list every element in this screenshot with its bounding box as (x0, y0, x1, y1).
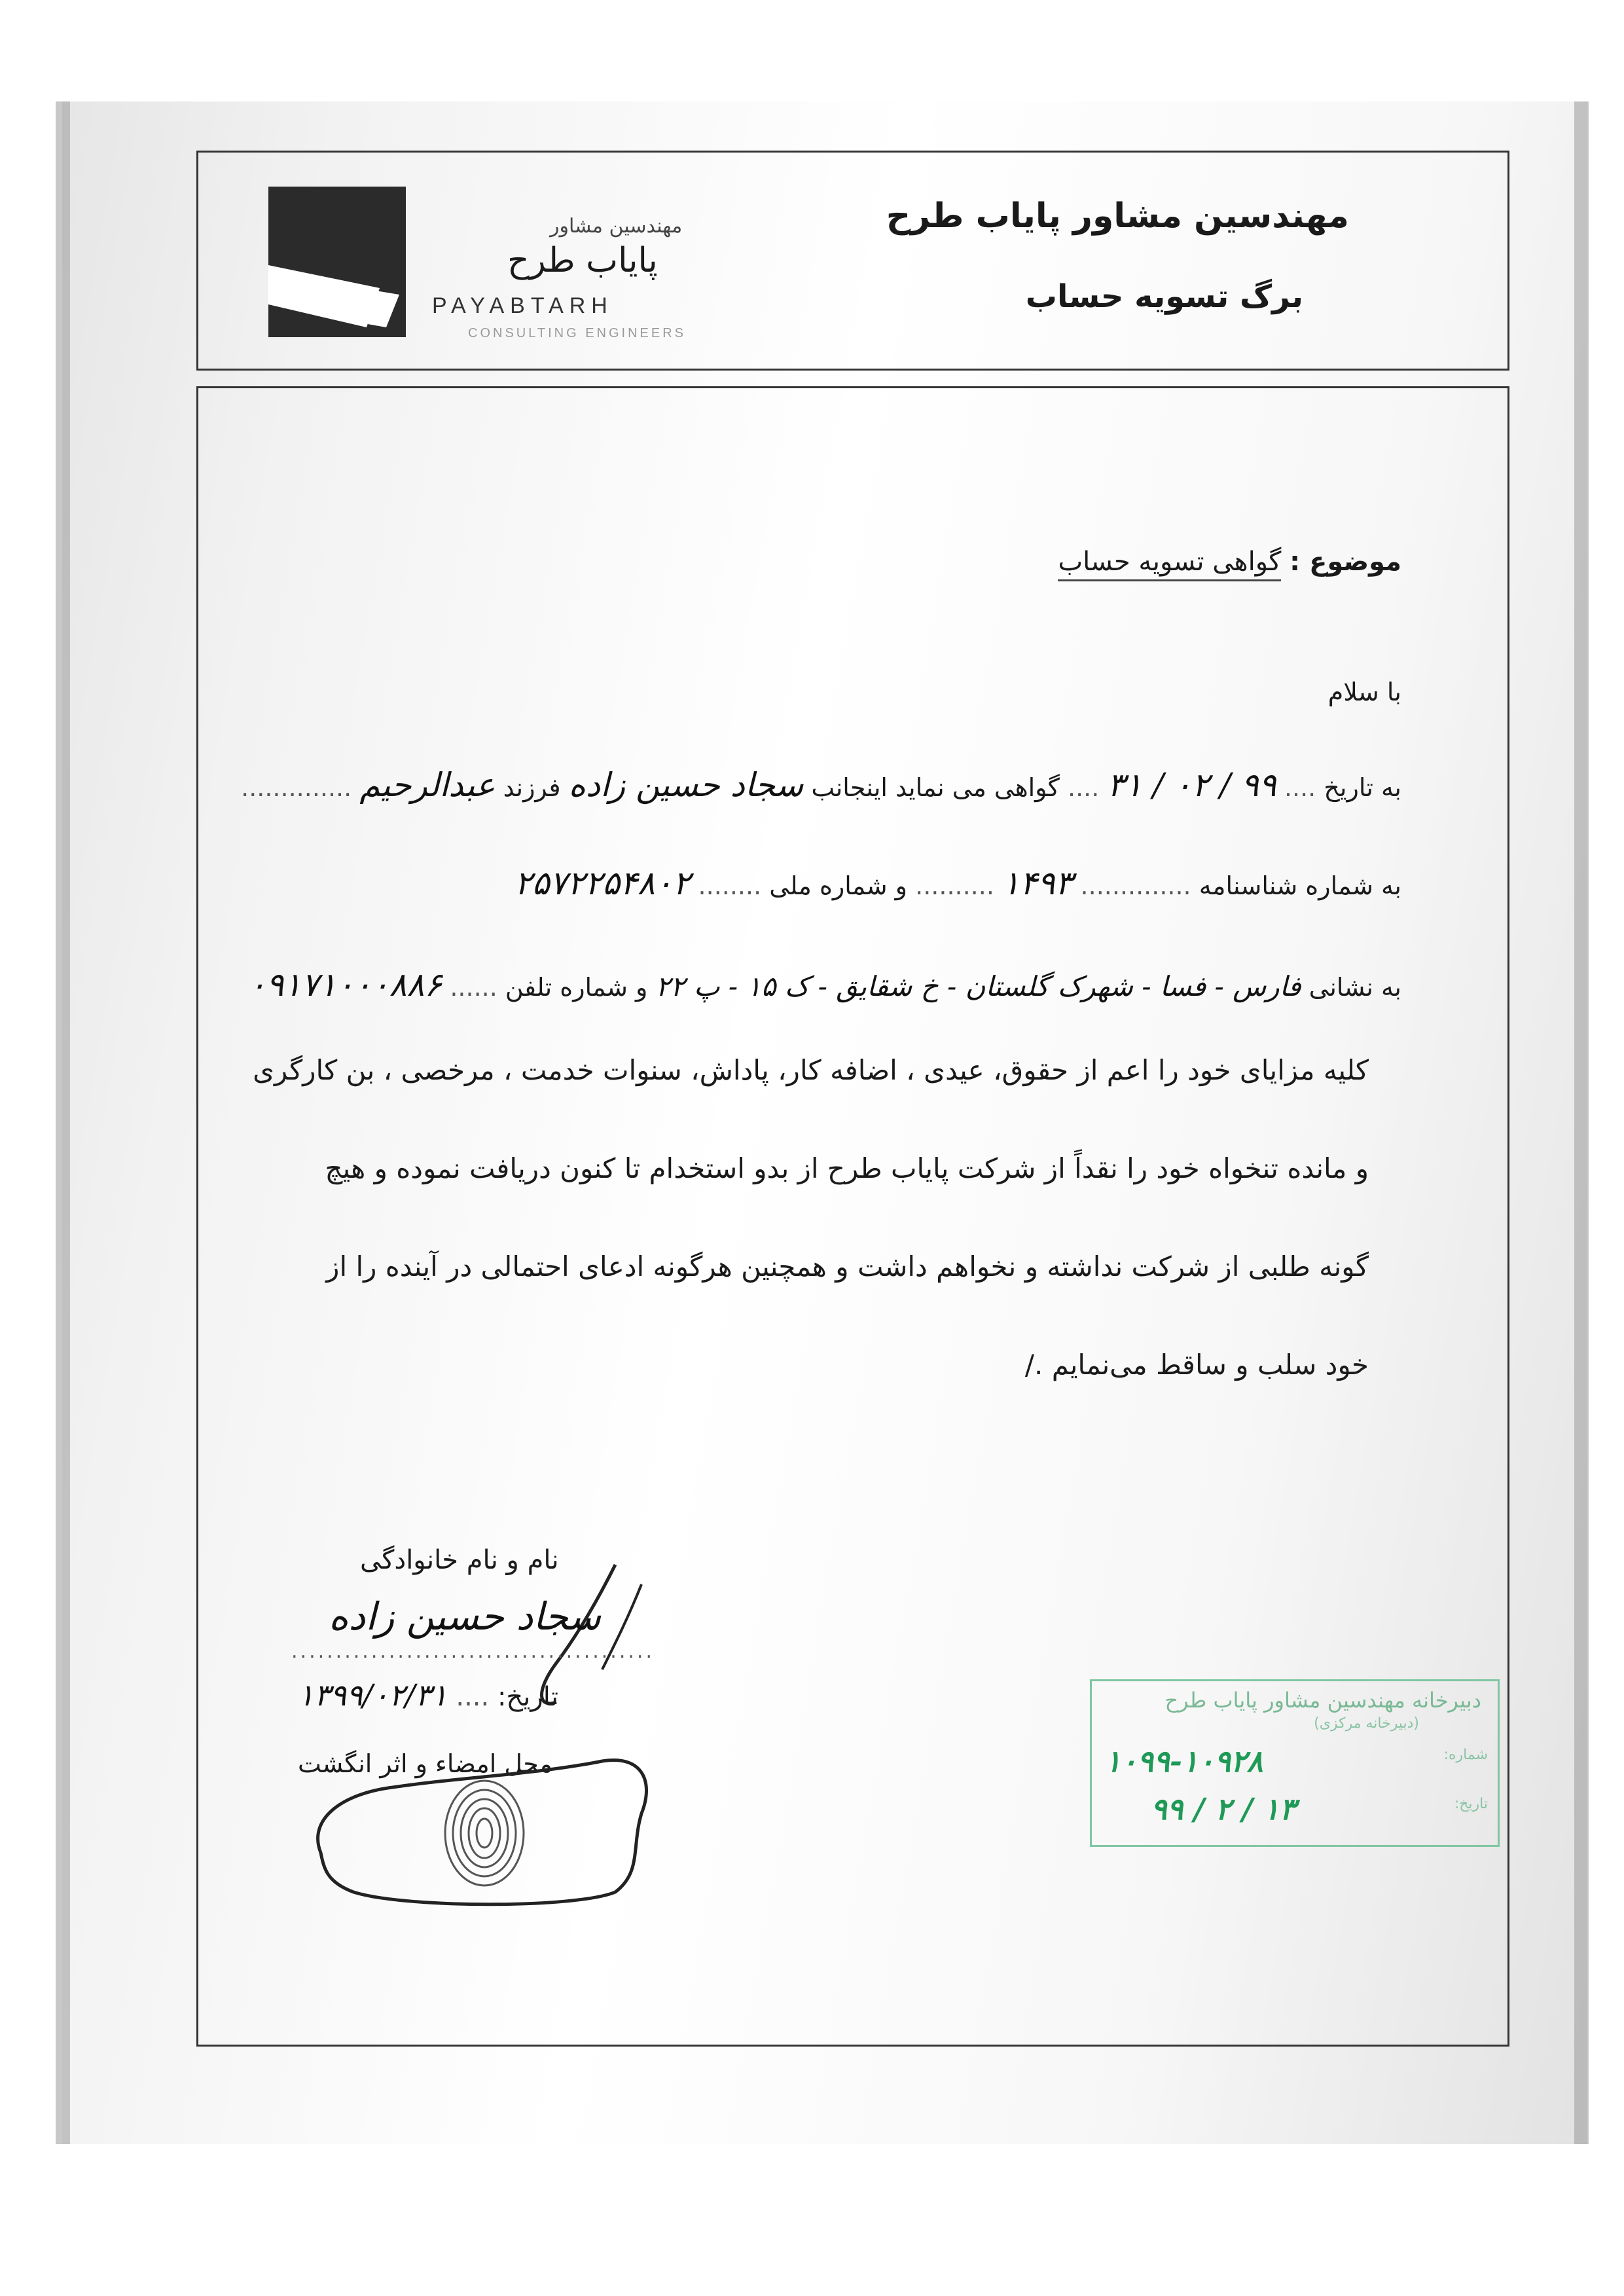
address-handwritten: فارس - فسا - شهرک گلستان - خ شقایق - ک ۱۵ - پ ۲۲ (655, 970, 1301, 1002)
logo-subtitle: CONSULTING ENGINEERS (468, 326, 686, 340)
stamp-title: دبیرخانه مهندسین مشاور پایاب طرح (1164, 1688, 1481, 1713)
scan-shadow-left (56, 101, 70, 2144)
paragraph-line-2: و مانده تنخواه خود را نقداً از شرکت پایاب طرح از بدو استخدام تا کنون دریافت نموده و هیچ (325, 1152, 1369, 1184)
paragraph-line-1: کلیه مزایای خود را اعم از حقوق، عیدی ، اضافه کار، پاداش، سنوات خدمت ، مرخصی ، بن کارگری (253, 1054, 1369, 1086)
stamp-date-label: تاریخ: (1454, 1796, 1488, 1812)
dotted-fill: .......... (915, 871, 994, 900)
greeting: با سلام (1327, 678, 1401, 706)
line-address-phone (249, 966, 1401, 1004)
stamp-date-handwritten: ۹۹ / ۲ / ۱۳ (1151, 1791, 1296, 1827)
person-name-handwritten: سجاد حسین زاده (568, 766, 804, 804)
certify-text: گواهی می نماید اینجانب (811, 773, 1060, 802)
fingerprint-area (301, 1741, 668, 1912)
line-id-numbers (514, 864, 1401, 902)
dotted-fill: ...... (450, 973, 497, 1002)
id-number-handwritten: ۱۴۹۳ (1002, 864, 1073, 902)
dotted-fill: .... (1284, 773, 1316, 802)
logo-latin-name: PAYABTARH (432, 293, 613, 318)
paragraph-line-3: گونه طلبی از شرکت نداشته و نخواهم داشت و همچنین هرگونه ادعای احتمالی در آینده را از (326, 1250, 1369, 1283)
signature-date-line (298, 1677, 558, 1713)
logo-persian-name: پایاب طرح (507, 241, 658, 280)
id-label: به شماره شناسنامه (1199, 871, 1401, 900)
company-name: مهندسین مشاور پایاب طرح (886, 196, 1349, 236)
signature-name-handwritten: سجاد حسین زاده (329, 1594, 601, 1639)
stamp-number-handwritten: ۱۰۹۹-۱۰۹۲۸ (1105, 1743, 1263, 1779)
form-title: برگ تسویه حساب (1025, 278, 1303, 315)
national-id-handwritten: ۲۵۷۲۲۵۴۸۰۲ (514, 864, 691, 902)
phone-label: و شماره تلفن (505, 973, 648, 1002)
father-name-handwritten: عبدالرحیم (359, 766, 496, 804)
subject-line (1058, 547, 1401, 577)
signature-date-handwritten: ۱۳۹۹/۰۲/۳۱ (298, 1677, 448, 1713)
signature-place-label: محل امضاء و اثر انگشت (298, 1749, 553, 1778)
signature-date-label: تاریخ: (497, 1682, 559, 1712)
dotted-fill: .............. (1080, 871, 1191, 900)
dotted-fill: .............. (241, 773, 352, 802)
subject-value: گواهی تسویه حساب (1058, 547, 1281, 581)
logo-persian-small: مهندسین مشاور (550, 215, 683, 238)
paragraph-line-4: خود سلب و ساقط می‌نمایم ./ (1024, 1349, 1369, 1381)
child-of-label: فرزند (503, 773, 561, 802)
signature-name-dots: ......................................... (291, 1640, 655, 1663)
company-logo-icon (268, 187, 406, 337)
phone-handwritten: ۰۹۱۷۱۰۰۰۸۸۶ (248, 966, 442, 1004)
signature-name-label: نام و نام خانوادگی (360, 1545, 559, 1575)
dotted-fill: .... (1067, 773, 1100, 802)
address-label: به نشانی (1308, 973, 1401, 1002)
scan-shadow-right (1574, 101, 1589, 2144)
dotted-fill: .... (456, 1682, 490, 1712)
subject-label: موضوع : (1290, 547, 1401, 577)
date-handwritten: ۹۹ / ۰۲ / ۳۱ (1107, 766, 1276, 804)
registry-stamp (1090, 1679, 1500, 1847)
stamp-number-label: شماره: (1443, 1747, 1488, 1763)
stamp-subtitle: (دبیرخانه مرکزی) (1314, 1715, 1419, 1732)
line-date-name (241, 766, 1401, 804)
fingerprint-icon (445, 1781, 524, 1886)
dotted-fill: ........ (698, 871, 762, 900)
national-id-label: و شماره ملی (769, 871, 908, 900)
date-prefix: به تاریخ (1324, 773, 1401, 802)
